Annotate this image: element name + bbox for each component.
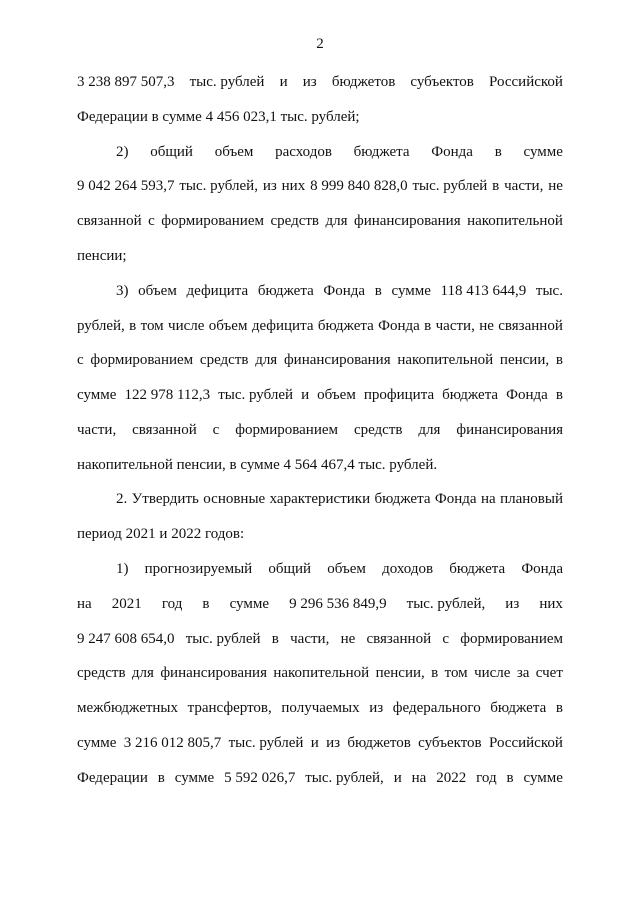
word: Фонда [323,283,366,299]
word: бюджета [442,387,499,403]
word: сумме [229,596,269,612]
word: формированием [460,631,563,647]
word: основные [203,491,266,507]
word: тыс. рублей [189,74,265,90]
word: Федерации [77,770,148,786]
word: тыс. рублей, [179,178,258,194]
word: в [129,318,137,334]
word: сумме [77,735,117,751]
word: в [374,283,382,299]
word: пенсии, [375,665,425,681]
page-number: 2 [316,36,324,52]
text-line: период 2021 и 2022 годов: [77,526,245,542]
word: прогнозируемый [144,561,253,577]
word: из [505,596,520,612]
word: формированием [235,422,339,438]
word: связанной [366,631,432,647]
word: 3 238 897 507,3 [77,74,175,90]
word: в [431,665,439,681]
word: том [140,318,164,334]
word: объем [138,283,177,299]
word: трансфертов, [187,700,272,716]
text-line [116,142,563,162]
word: не [340,631,356,647]
word: 9 247 608 654,0 [77,631,175,647]
word: в [555,700,563,716]
word: связанной [498,318,563,334]
word: средств [270,213,319,229]
word: тыс. рублей, [305,770,384,786]
word: общий [268,561,312,577]
word: 122 978 112,3 [124,387,211,403]
word: из [262,178,277,194]
text-line [77,698,563,718]
word: для [131,665,154,681]
word: формированием [90,352,194,368]
word: на [411,770,427,786]
word: в [271,631,279,647]
word: бюджета [449,561,506,577]
word: формированием [161,213,264,229]
word: федерального [392,700,481,716]
word: накопительной [397,352,494,368]
text-line: Федерации в сумме 4 456 023,1 тыс. рублей; [77,109,360,125]
word: 2022 [436,770,467,786]
word: в [424,318,432,334]
word: сумме [523,770,563,786]
word: из [302,74,317,90]
word: средств [199,352,249,368]
word: для [325,213,348,229]
text-line [77,629,563,649]
word: Фонда [378,318,420,334]
text-line [77,176,563,196]
word: сумме [391,283,431,299]
word: характеристики [269,491,371,507]
word: общий [150,144,193,160]
word: числе [168,318,205,334]
word: финансирования [283,352,391,368]
text-line [116,489,563,509]
word: связанной [77,213,142,229]
word: средств [77,665,126,681]
word: сумме [174,770,215,786]
word: бюджета [257,283,314,299]
word: тыс. рублей [412,178,488,194]
text-line [77,663,563,683]
text-line: накопительной пенсии, в сумме 4 564 467,4 тыс. рублей. [77,457,438,473]
word: 9 042 264 593,7 [77,178,175,194]
text-line [77,350,563,370]
text-line [77,72,563,92]
word: для [255,352,278,368]
word: сумме [523,144,563,160]
word: 1) [116,561,129,577]
word: и [279,74,288,90]
word: 5 592 026,7 [224,770,296,786]
text-line [77,420,563,440]
text-line [116,281,563,301]
word: объем [317,387,356,403]
word: в [157,770,165,786]
word: тыс. рублей [228,735,304,751]
word: связанной [132,422,197,438]
word: 118 413 644,9 [440,283,527,299]
word: тыс. рублей, [406,596,486,612]
word: субъектов [410,74,474,90]
word: бюджета [353,144,410,160]
word: в [494,144,502,160]
word: Фонда [506,387,548,403]
word: 3) [116,283,129,299]
word: не [479,318,494,334]
word: том [444,665,468,681]
word: с [148,213,155,229]
word: год [161,596,183,612]
word: расходов [275,144,332,160]
word: средств [353,422,403,438]
text-line [77,594,563,614]
word: бюджета [490,700,547,716]
word: в [202,596,210,612]
word: бюджета [374,491,431,507]
word: объем [208,318,248,334]
word: плановый [500,491,563,507]
word: накопительной [467,213,563,229]
word: межбюджетных [77,700,179,716]
text-line [77,211,563,231]
word: в [555,352,563,368]
word: для [418,422,441,438]
word: части, [290,631,330,647]
word: счет [535,665,563,681]
word: бюджетов [347,735,411,751]
word: части, [77,422,117,438]
word: 9 296 536 849,9 [289,596,387,612]
word: доходов [382,561,434,577]
word: получаемых [281,700,360,716]
word: дефицита [186,283,249,299]
word: числе [474,665,511,681]
word: них [281,178,306,194]
word: в [555,387,563,403]
word: Российской [488,735,563,751]
word: 2. [116,491,128,507]
word: накопительной [273,665,370,681]
word: сумме [77,387,117,403]
word: 2) [116,144,129,160]
word: и [301,387,310,403]
word: финансирования [456,422,563,438]
word: с [212,422,220,438]
word: объем [327,561,366,577]
word: на [481,491,496,507]
word: тыс. рублей [218,387,294,403]
text-line [116,559,563,579]
text-line [77,768,563,788]
word: за [516,665,530,681]
word: финансирования [160,665,267,681]
word: 2021 [111,596,142,612]
word: тыс. [535,283,563,299]
word: части, [504,178,544,194]
text-line [77,733,563,753]
word: с [77,352,84,368]
word: и [393,770,402,786]
word: тыс. рублей [185,631,261,647]
word: с [442,631,449,647]
word: и [310,735,319,751]
word: Фонда [431,144,473,160]
text-line [77,316,563,336]
word: Российской [489,74,563,90]
word: Фонда [521,561,563,577]
word: в [492,178,500,194]
word: из [369,700,384,716]
word: финансирования [353,213,461,229]
word: объем [214,144,254,160]
word: Утвердить [131,491,199,507]
word: бюджетов [331,74,396,90]
word: 3 216 012 805,7 [123,735,222,751]
word: дефицита [251,318,314,334]
word: бюджета [317,318,374,334]
word: 8 999 840 828,0 [310,178,408,194]
word: части, [435,318,475,334]
word: в [506,770,514,786]
word: на [77,596,92,612]
word: Фонда [434,491,477,507]
word: субъектов [418,735,482,751]
word: не [548,178,563,194]
word: рублей, [77,318,125,334]
word: пенсии, [499,352,550,368]
word: год [476,770,497,786]
word: профицита [363,387,435,403]
text-line: пенсии; [77,248,127,264]
text-line [77,385,563,405]
word: них [539,596,563,612]
word: из [326,735,341,751]
